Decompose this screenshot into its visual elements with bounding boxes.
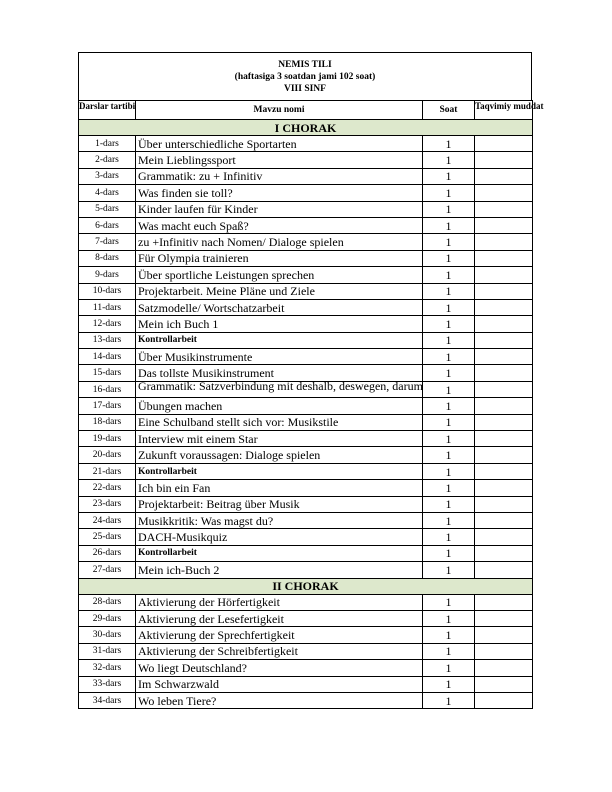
term-header-row [79, 578, 533, 594]
table-row [79, 463, 533, 479]
lesson-number: 19-dars [79, 431, 136, 447]
lesson-number: 2-dars [79, 152, 136, 168]
lesson-hours: 1 [423, 643, 475, 659]
lesson-date [475, 283, 533, 299]
lesson-number: 18-dars [79, 414, 136, 430]
lesson-number: 8-dars [79, 250, 136, 266]
lesson-number: 21-dars [79, 463, 136, 479]
lesson-hours: 1 [423, 692, 475, 708]
table-row [79, 414, 533, 430]
lesson-date [475, 431, 533, 447]
lesson-number: 9-dars [79, 267, 136, 283]
lesson-number: 29-dars [79, 610, 136, 626]
lesson-date [475, 250, 533, 266]
lesson-number: 31-dars [79, 643, 136, 659]
lesson-topic: Kinder laufen für Kinder [136, 201, 423, 217]
table-row [79, 594, 533, 610]
lesson-date [475, 201, 533, 217]
document-header [78, 52, 532, 100]
lesson-date [475, 676, 533, 692]
lesson-number: 14-dars [79, 349, 136, 365]
lesson-number: 12-dars [79, 316, 136, 332]
table-row [79, 152, 533, 168]
table-row [79, 381, 533, 397]
table-row [79, 562, 533, 578]
table-row [79, 349, 533, 365]
lesson-hours: 1 [423, 594, 475, 610]
table-row [79, 643, 533, 659]
table-row [79, 332, 533, 348]
lesson-topic: Wo liegt Deutschland? [136, 660, 423, 676]
lesson-hours: 1 [423, 316, 475, 332]
lesson-topic: Zukunft voraussagen: Dialoge spielen [136, 447, 423, 463]
lesson-hours: 1 [423, 234, 475, 250]
table-row [79, 217, 533, 233]
lesson-hours: 1 [423, 610, 475, 626]
lesson-hours: 1 [423, 267, 475, 283]
lesson-topic: Ich bin ein Fan [136, 480, 423, 496]
table-row [79, 185, 533, 201]
table-row [79, 250, 533, 266]
table-row [79, 431, 533, 447]
column-header-row [79, 101, 533, 120]
column-header-date: Taqvimiy muddat [475, 101, 533, 120]
lesson-topic: DACH-Musikquiz [136, 529, 423, 545]
lesson-table [78, 100, 544, 709]
lesson-number: 26-dars [79, 545, 136, 561]
lesson-topic: Was macht euch Spaß? [136, 217, 423, 233]
lesson-date [475, 398, 533, 414]
lesson-date [475, 414, 533, 430]
table-row [79, 545, 533, 561]
table-row [79, 660, 533, 676]
table-row [79, 136, 533, 152]
table-row [79, 398, 533, 414]
lesson-date [475, 267, 533, 283]
lesson-date [475, 610, 533, 626]
lesson-hours: 1 [423, 496, 475, 512]
lesson-date [475, 545, 533, 561]
lesson-topic: Kontrollarbeit [136, 545, 423, 561]
lesson-date [475, 234, 533, 250]
lesson-hours: 1 [423, 447, 475, 463]
lesson-hours: 1 [423, 398, 475, 414]
lesson-topic: Mein ich-Buch 2 [136, 562, 423, 578]
lesson-number: 7-dars [79, 234, 136, 250]
lesson-date [475, 217, 533, 233]
table-row [79, 692, 533, 708]
column-header-number: Darslar tartibi [79, 101, 136, 120]
lesson-number: 6-dars [79, 217, 136, 233]
lesson-number: 3-dars [79, 168, 136, 184]
lesson-topic: Projektarbeit: Beitrag über Musik [136, 496, 423, 512]
lesson-number: 25-dars [79, 529, 136, 545]
lesson-hours: 1 [423, 381, 475, 397]
lesson-date [475, 643, 533, 659]
lesson-date [475, 365, 533, 381]
lesson-date [475, 349, 533, 365]
table-row [79, 496, 533, 512]
lesson-date [475, 185, 533, 201]
hours-note: (haftasiga 3 soatdan jami 102 soat) [234, 72, 376, 82]
column-header-hours: Soat [423, 101, 475, 120]
lesson-number: 23-dars [79, 496, 136, 512]
lesson-number: 5-dars [79, 201, 136, 217]
lesson-date [475, 381, 533, 397]
table-row [79, 676, 533, 692]
table-row [79, 627, 533, 643]
lesson-hours: 1 [423, 562, 475, 578]
lesson-number: 4-dars [79, 185, 136, 201]
lesson-hours: 1 [423, 136, 475, 152]
lesson-hours: 1 [423, 168, 475, 184]
table-row [79, 529, 533, 545]
lesson-date [475, 463, 533, 479]
lesson-date [475, 692, 533, 708]
lesson-topic: Musikkritik: Was magst du? [136, 512, 423, 528]
lesson-hours: 1 [423, 299, 475, 315]
lesson-topic: Wo leben Tiere? [136, 692, 423, 708]
lesson-topic: Aktivierung der Schreibfertigkeit [136, 643, 423, 659]
lesson-number: 10-dars [79, 283, 136, 299]
lesson-topic: zu +Infinitiv nach Nomen/ Dialoge spielen [136, 234, 423, 250]
lesson-number: 11-dars [79, 299, 136, 315]
subject-title: NEMIS TILI [278, 60, 332, 70]
table-row [79, 480, 533, 496]
lesson-topic: Für Olympia trainieren [136, 250, 423, 266]
lesson-table-body [79, 120, 533, 709]
table-row [79, 316, 533, 332]
lesson-topic: Über unterschiedliche Sportarten [136, 136, 423, 152]
lesson-topic: Aktivierung der Sprechfertigkeit [136, 627, 423, 643]
lesson-topic: Mein ich Buch 1 [136, 316, 423, 332]
lesson-hours: 1 [423, 463, 475, 479]
lesson-date [475, 316, 533, 332]
lesson-number: 24-dars [79, 512, 136, 528]
table-row [79, 447, 533, 463]
lesson-date [475, 152, 533, 168]
table-row [79, 512, 533, 528]
lesson-date [475, 480, 533, 496]
lesson-topic: Was finden sie toll? [136, 185, 423, 201]
lesson-number: 22-dars [79, 480, 136, 496]
lesson-number: 20-dars [79, 447, 136, 463]
lesson-date [475, 332, 533, 348]
lesson-number: 1-dars [79, 136, 136, 152]
lesson-number: 28-dars [79, 594, 136, 610]
lesson-hours: 1 [423, 676, 475, 692]
lesson-number: 27-dars [79, 562, 136, 578]
lesson-date [475, 168, 533, 184]
lesson-date [475, 447, 533, 463]
lesson-topic: Über Musikinstrumente [136, 349, 423, 365]
lesson-topic: Übungen machen [136, 398, 423, 414]
table-row [79, 267, 533, 283]
lesson-hours: 1 [423, 201, 475, 217]
table-row [79, 283, 533, 299]
lesson-hours: 1 [423, 283, 475, 299]
lesson-number: 13-dars [79, 332, 136, 348]
lesson-topic: Projektarbeit. Meine Pläne und Ziele [136, 283, 423, 299]
lesson-number: 16-dars [79, 381, 136, 397]
lesson-topic: Aktivierung der Hörfertigkeit [136, 594, 423, 610]
lesson-topic: Über sportliche Leistungen sprechen [136, 267, 423, 283]
lesson-topic: Im Schwarzwald [136, 676, 423, 692]
lesson-hours: 1 [423, 431, 475, 447]
lesson-topic: Grammatik: Satzverbindung mit deshalb, deswegen, darum [136, 381, 423, 397]
term-header-row [79, 120, 533, 136]
lesson-topic: Satzmodelle/ Wortschatzarbeit [136, 299, 423, 315]
lesson-hours: 1 [423, 349, 475, 365]
lesson-hours: 1 [423, 627, 475, 643]
lesson-number: 33-dars [79, 676, 136, 692]
lesson-number: 15-dars [79, 365, 136, 381]
lesson-number: 17-dars [79, 398, 136, 414]
table-row [79, 234, 533, 250]
lesson-date [475, 660, 533, 676]
lesson-date [475, 496, 533, 512]
lesson-hours: 1 [423, 545, 475, 561]
lesson-hours: 1 [423, 529, 475, 545]
lesson-topic: Mein Lieblingssport [136, 152, 423, 168]
lesson-hours: 1 [423, 414, 475, 430]
lesson-topic: Interview mit einem Star [136, 431, 423, 447]
lesson-number: 32-dars [79, 660, 136, 676]
lesson-number: 30-dars [79, 627, 136, 643]
lesson-hours: 1 [423, 660, 475, 676]
lesson-topic: Kontrollarbeit [136, 463, 423, 479]
lesson-topic: Aktivierung der Lesefertigkeit [136, 610, 423, 626]
lesson-date [475, 299, 533, 315]
lesson-hours: 1 [423, 332, 475, 348]
table-row [79, 610, 533, 626]
grade-title: VIII SINF [284, 84, 326, 94]
lesson-topic: Eine Schulband stellt sich vor: Musikstile [136, 414, 423, 430]
lesson-hours: 1 [423, 365, 475, 381]
lesson-hours: 1 [423, 152, 475, 168]
column-header-topic: Mavzu nomi [136, 101, 423, 120]
lesson-hours: 1 [423, 185, 475, 201]
lesson-topic: Grammatik: zu + Infinitiv [136, 168, 423, 184]
lesson-date [475, 627, 533, 643]
lesson-date [475, 512, 533, 528]
lesson-hours: 1 [423, 480, 475, 496]
lesson-hours: 1 [423, 217, 475, 233]
lesson-date [475, 529, 533, 545]
lesson-number: 34-dars [79, 692, 136, 708]
lesson-date [475, 562, 533, 578]
term-title: I CHORAK [79, 120, 533, 136]
lesson-hours: 1 [423, 512, 475, 528]
lesson-date [475, 594, 533, 610]
lesson-hours: 1 [423, 250, 475, 266]
curriculum-sheet [78, 52, 544, 709]
table-row [79, 299, 533, 315]
lesson-topic: Das tollste Musikinstrument [136, 365, 423, 381]
lesson-topic: Kontrollarbeit [136, 332, 423, 348]
table-row [79, 168, 533, 184]
lesson-date [475, 136, 533, 152]
term-title: II CHORAK [79, 578, 533, 594]
table-row [79, 201, 533, 217]
